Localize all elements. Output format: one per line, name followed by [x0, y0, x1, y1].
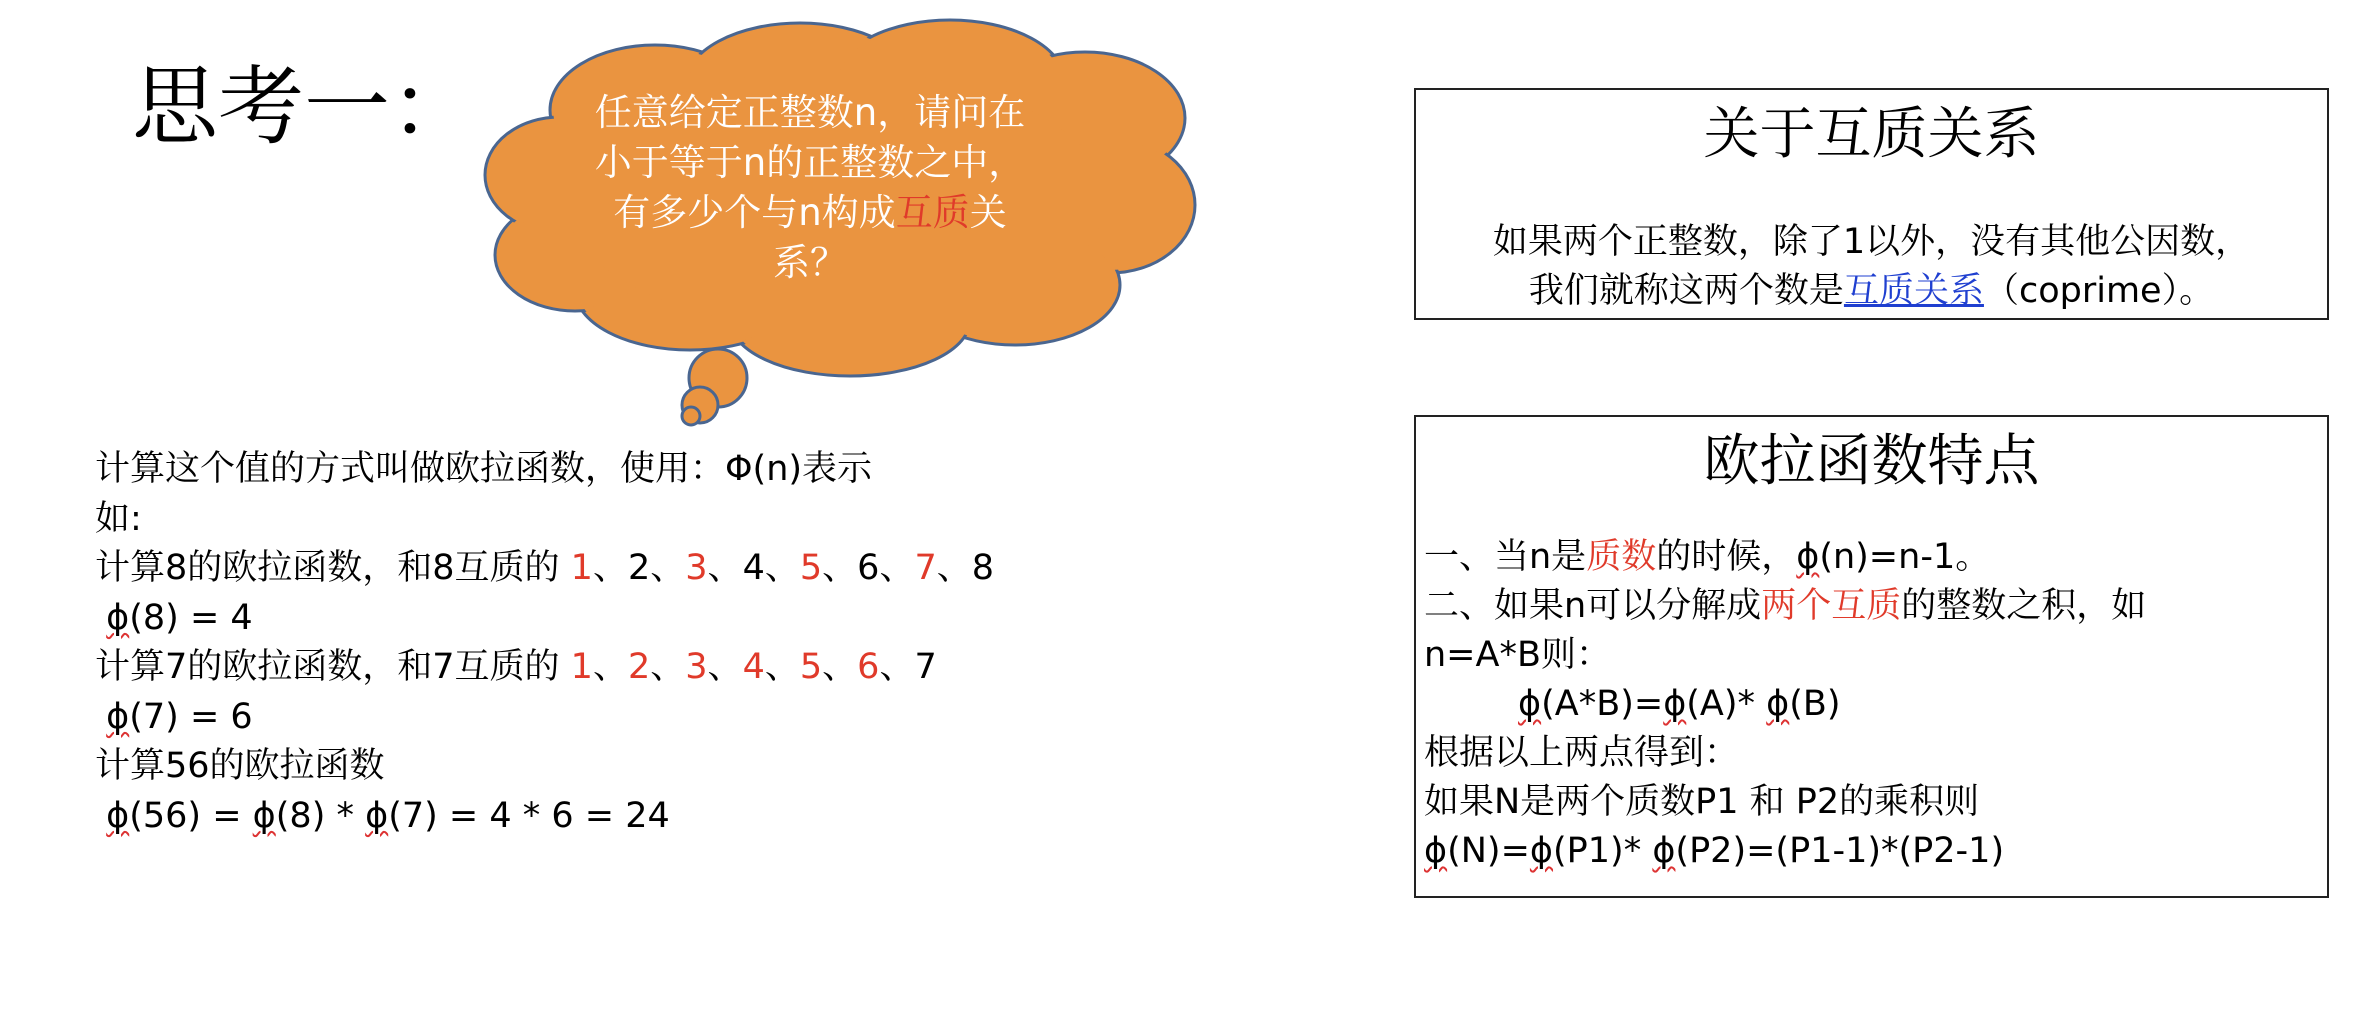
coprime-definition-text: [1416, 218, 2327, 316]
intro-line: 计算这个值的方式叫做欧拉函数，使用：Φ(n)表示: [95, 449, 873, 489]
coprime-number: 6: [857, 647, 880, 687]
coprime-number: 3: [685, 548, 708, 588]
bubble-text-tail: 关系？: [773, 191, 1007, 284]
euler-box-title: 欧拉函数特点: [1703, 429, 2040, 494]
example-56-title: 计算56的欧拉函数: [95, 746, 385, 786]
coprime-number: 7: [914, 548, 937, 588]
property-1: [1424, 533, 2327, 582]
separator: 、: [822, 548, 858, 588]
phi-symbol: ϕ: [1424, 831, 1448, 871]
separator: 、: [822, 647, 858, 687]
conclusion-part-3: (P2)=(P1-1)*(P2-1): [1675, 831, 2005, 871]
phi-7-result: [95, 693, 994, 743]
phi-symbol: ϕ: [1529, 831, 1554, 871]
coprime-number: 1: [570, 548, 593, 588]
phi-56-part3: (7) = 4 * 6 = 24: [388, 795, 670, 836]
formula-part-1: (A*B)=: [1541, 684, 1664, 724]
phi-56-part1: (56) =: [129, 795, 253, 836]
property-2-text: 二、如果n可以分解成: [1424, 586, 1762, 626]
phi-8-result: [95, 594, 994, 644]
separator: 、: [879, 548, 915, 588]
formula-part-2: (A)*: [1686, 684, 1767, 724]
coprime-number: 7: [914, 647, 937, 687]
coprime-number: 3: [685, 647, 708, 687]
coprime-line-1: 如果两个正整数，除了1以外，没有其他公因数，: [1492, 222, 2251, 262]
phi-symbol: ϕ: [1518, 684, 1542, 724]
coprime-number: 2: [627, 548, 651, 588]
property-2-continued: n=A*B则：: [1424, 635, 1611, 675]
phi-symbol: ϕ: [1766, 684, 1790, 724]
thought-bubble-text: [580, 88, 1040, 288]
example-8-coprimes: [571, 548, 994, 588]
coprime-definition-box: [1414, 88, 2329, 320]
separator: 、: [764, 548, 800, 588]
property-1-formula: (n)=n-1。: [1819, 537, 1991, 577]
coprime-number: 4: [742, 647, 765, 687]
phi-symbol: ϕ: [106, 597, 130, 638]
separator: 、: [764, 647, 800, 687]
phi-symbol: ϕ: [1796, 537, 1820, 577]
example-8-prefix: 计算8的欧拉函数，和8互质的: [95, 548, 571, 588]
conclusion-formula: [1424, 827, 2327, 876]
conclusion-intro: 根据以上两点得到：: [1424, 733, 1740, 773]
separator: 、: [936, 548, 972, 588]
coprime-number: 8: [971, 548, 995, 588]
conclusion-part-2: (P1)*: [1553, 831, 1653, 871]
example-8-line: [95, 544, 994, 594]
property-2-highlight: 两个互质: [1761, 586, 1902, 626]
phi-7-value: (7) = 6: [129, 696, 253, 737]
phi-symbol: ϕ: [106, 795, 130, 836]
separator: 、: [879, 647, 915, 687]
separator: 、: [650, 647, 686, 687]
conclusion-part-1: (N)=: [1447, 831, 1530, 871]
example-7-line: [95, 643, 994, 693]
phi-56-result: [95, 792, 994, 842]
property-2-formula: [1424, 680, 2327, 729]
example-label: 如:: [95, 498, 142, 539]
property-1-text-b: 的时候，: [1656, 537, 1797, 577]
property-2: [1424, 582, 2327, 631]
property-1-text: 一、当n是: [1424, 537, 1587, 577]
coprime-number: 4: [742, 548, 765, 588]
example-7-coprimes: [571, 647, 937, 687]
phi-8-value: (8) = 4: [129, 597, 253, 638]
slide-heading: 思考一：: [132, 57, 476, 157]
separator: 、: [592, 647, 628, 687]
coprime-number: 5: [799, 647, 823, 687]
coprime-number: 2: [627, 647, 651, 687]
phi-symbol: ϕ: [365, 795, 389, 836]
phi-symbol: ϕ: [1652, 831, 1676, 871]
euler-examples: [95, 445, 994, 841]
coprime-box-title: 关于互质关系: [1703, 102, 2040, 167]
phi-56-part2: (8) *: [275, 795, 366, 836]
coprime-link[interactable]: 互质关系: [1843, 271, 1984, 311]
property-1-highlight: 质数: [1586, 537, 1657, 577]
separator: 、: [707, 647, 743, 687]
coprime-number: 6: [857, 548, 880, 588]
euler-properties-box: [1414, 415, 2329, 898]
formula-part-3: (B): [1789, 684, 1841, 724]
example-7-prefix: 计算7的欧拉函数，和7互质的: [95, 647, 571, 687]
separator: 、: [650, 548, 686, 588]
bubble-text-highlight: 互质: [895, 191, 970, 234]
property-2-text-b: 的整数之积，如: [1901, 586, 2147, 626]
bubble-text-main: 任意给定正整数n，请问在小于等于n的正整数之中，有多少个与n构成: [594, 91, 1026, 234]
phi-symbol: ϕ: [1663, 684, 1687, 724]
coprime-line-2-prefix: 我们就称这两个数是: [1528, 271, 1844, 311]
separator: 、: [707, 548, 743, 588]
coprime-number: 5: [799, 548, 823, 588]
separator: 、: [592, 548, 628, 588]
coprime-line-2: [1416, 267, 2327, 316]
coprime-number: 1: [570, 647, 593, 687]
phi-symbol: ϕ: [106, 696, 130, 737]
euler-properties-text: [1416, 533, 2327, 876]
conclusion-line: 如果N是两个质数P1 和 P2的乘积则: [1424, 782, 1980, 822]
phi-symbol: ϕ: [252, 795, 276, 836]
coprime-line-2-suffix: （coprime）。: [1983, 271, 2215, 311]
